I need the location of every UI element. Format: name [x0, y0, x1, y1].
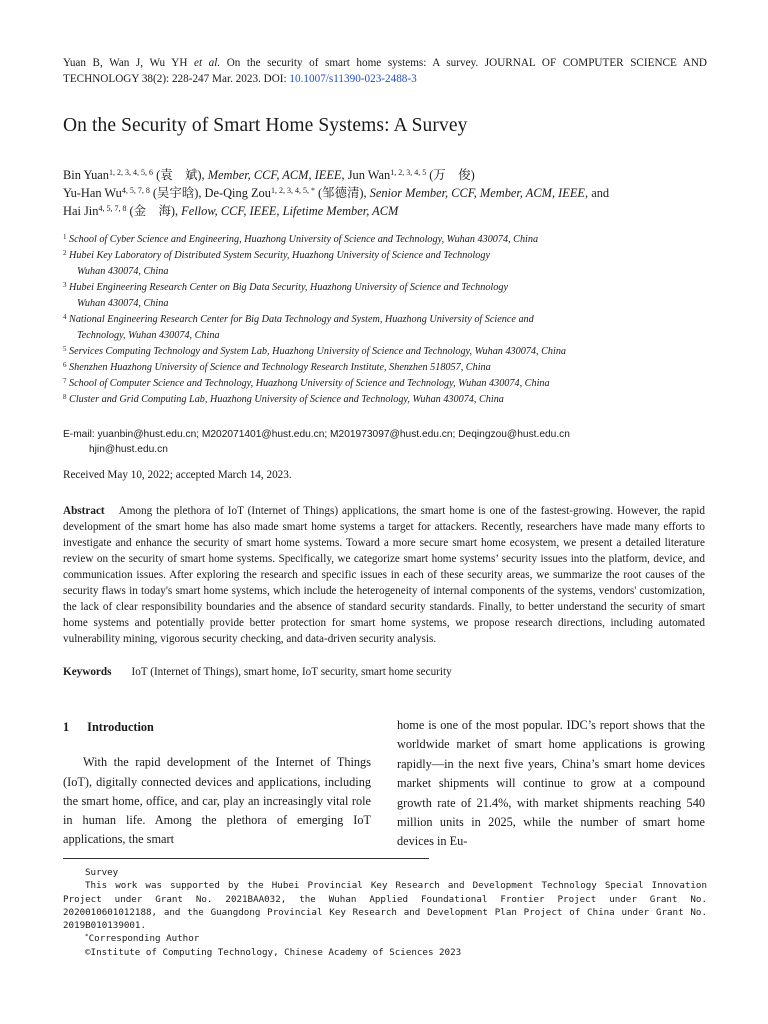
abstract-label: Abstract	[63, 505, 105, 517]
affiliation-number: 6	[63, 361, 67, 369]
abstract	[63, 503, 705, 647]
affiliation-number: 8	[63, 393, 67, 401]
affiliation-line: National Engineering Research Center for Big Data Technology and System, Huazhong University of Science and	[69, 314, 534, 325]
author-name: De-Qing Zou	[204, 186, 271, 200]
author-chinese-name: (吴宇晗),	[149, 186, 205, 200]
author-separator: ,	[341, 168, 348, 182]
keywords-text: IoT (Internet of Things), smart home, IoT security, smart home security	[131, 666, 452, 678]
citation-etal: et al.	[194, 57, 221, 69]
body-column-right	[397, 716, 705, 852]
affiliation-item	[63, 392, 713, 408]
author-name: Hai Jin	[63, 204, 99, 218]
affiliation-line-cont: Technology, Wuhan 430074, China	[77, 330, 220, 341]
keywords-label: Keywords	[63, 666, 112, 678]
affiliation-number: 1	[63, 233, 67, 241]
author-chinese-name: (袁 斌),	[153, 168, 208, 182]
author-chinese-name: (万 俊)	[426, 168, 475, 182]
affiliation-line: Hubei Engineering Research Center on Big Data Security, Huazhong University of Science and Technology	[69, 282, 508, 293]
affiliation-line-cont: Wuhan 430074, China	[77, 266, 169, 277]
affiliation-number: 2	[63, 249, 67, 257]
affiliation-line: School of Cyber Science and Engineering, Huazhong University of Science and Technology, Wuhan 430074, China	[69, 234, 539, 245]
affiliation-line: Hubei Key Laboratory of Distributed System Security, Huazhong University of Science and Technology	[69, 250, 490, 261]
citation-text-before: Yuan B, Wan J, Wu YH	[63, 57, 194, 69]
author-affil-sup: 1, 2, 3, 4, 5, 6	[109, 168, 154, 177]
author-name: Yu-Han Wu	[63, 186, 122, 200]
citation-text-after: On the security of smart home systems: A survey. JOURNAL OF COMPUTER SCIENCE AND TECHNOLOGY 38(2): 228-247 Mar. 2023. DOI:	[63, 57, 707, 85]
affiliation-item	[63, 360, 713, 376]
email-line-cont: hjin@hust.edu.cn	[89, 444, 168, 455]
abstract-text: Among the plethora of IoT (Internet of Things) applications, the smart home is one of the fastest-growing. However, the rapid development of the smart home has also made smart home systems a target for attackers. Recently, researchers have made many efforts to investigate and enhance the security of smart home systems. Toward a more secure smart home ecosystem, we present a detailed literature review on the security of smart home systems. Specifically, we categorize smart home systems’ security issues into the platform, device, and communication issues. After exploring the research and specific issues in each of these security areas, we summarize the root causes of the security flaws in today's smart home systems, which include the heterogeneity of internal components of the systems, vendors' customization, the lack of clear responsibility boundaries and the absence of standard security standards. Finally, to better understand the security of smart home systems and potentially provide better protection for smart home systems, we propose research directions, including automated vulnerability mining, vigorous security checking, and data-driven security analysis.	[63, 505, 705, 645]
email-block	[63, 427, 570, 457]
affiliation-line: Cluster and Grid Computing Lab, Huazhong University of Science and Technology, Wuhan 430074, China	[69, 394, 504, 405]
corresponding-text: Corresponding Author	[88, 933, 200, 945]
affiliation-line: Services Computing Technology and System Lab, Huazhong University of Science and Technology, Wuhan 430074, China	[69, 346, 567, 357]
author-roles: Fellow, CCF, IEEE, Lifetime Member, ACM	[181, 204, 399, 218]
affiliation-number: 7	[63, 377, 67, 385]
affiliation-number: 5	[63, 345, 67, 353]
footnotes	[63, 866, 707, 959]
paper-type: Survey	[85, 867, 119, 878]
affiliation-item	[63, 344, 713, 360]
author-roles: Member, CCF, ACM, IEEE	[207, 168, 342, 182]
doi-link[interactable]: 10.1007/s11390-023-2488-3	[289, 73, 417, 85]
author-affil-sup: 4, 5, 7, 8	[98, 204, 127, 213]
affiliation-item	[63, 232, 713, 248]
author-name: Jun Wan	[347, 168, 391, 182]
affiliation-item	[63, 312, 713, 344]
received-date: Received May 10, 2022; accepted March 14, 2023.	[63, 469, 292, 481]
corresponding-mark: *	[85, 933, 89, 941]
author-affil-sup: 1, 2, 3, 4, 5	[390, 168, 427, 177]
author-affil-sup: 4, 5, 7, 8	[121, 186, 150, 195]
affiliation-number: 3	[63, 281, 67, 289]
section-number: 1	[63, 720, 70, 734]
affiliation-item	[63, 280, 713, 312]
email-line: E-mail: yuanbin@hust.edu.cn; M202071401@hust.edu.cn; M201973097@hust.edu.cn; Deqingzou@hust.edu.cn	[63, 429, 570, 440]
footnote-rule	[63, 858, 429, 859]
affiliation-line: School of Computer Science and Technology, Huazhong University of Science and Technology, Wuhan 430074, China	[69, 378, 550, 389]
copyright-note: ©Institute of Computing Technology, Chinese Academy of Sciences 2023	[85, 946, 462, 958]
body-paragraph: With the rapid development of the Internet of Things (IoT), digitally connected devices and applications, including the smart home, office, and car, play an increasingly vital role in human life. Among the plethora of emerging IoT applications, the smart	[63, 755, 371, 847]
author-affil-sup: 1, 2, 3, 4, 5, *	[270, 186, 315, 195]
body-column-left	[63, 718, 371, 850]
citation-line	[63, 55, 707, 87]
section-title: Introduction	[87, 720, 154, 734]
author-separator: , and	[585, 186, 610, 200]
section-heading	[63, 718, 371, 737]
author-chinese-name: (邹德清),	[314, 186, 370, 200]
affiliation-line: Shenzhen Huazhong University of Science and Technology Research Institute, Shenzhen 518057, China	[69, 362, 491, 373]
author-list	[63, 166, 723, 220]
corresponding-note	[63, 932, 707, 945]
author-chinese-name: (金 海),	[126, 204, 182, 218]
affiliation-list	[63, 232, 713, 408]
affiliation-item	[63, 376, 713, 392]
affiliation-number: 4	[63, 313, 67, 321]
body-paragraph: home is one of the most popular. IDC’s report shows that the worldwide market of smart home applications is growing rapidly—in the next five years, China’s smart home devices market shipments will continue to grow at a compound growth rate of 21.4%, with market shipments reaching 540 million units in 2025, while the number of smart home devices in Eu-	[397, 718, 705, 849]
author-name: Bin Yuan	[63, 168, 110, 182]
affiliation-item	[63, 248, 713, 280]
affiliation-line-cont: Wuhan 430074, China	[77, 298, 169, 309]
funding-note: This work was supported by the Hubei Provincial Key Research and Development Technology Special Innovation Project under Grant No. 2021BAA032, the Wuhan Applied Foundational Frontier Project under Grant No. 2020010601012188, and the Guangdong Provincial Key Research and Development Plan Project of China under Grant No. 2019B010139001.	[63, 880, 707, 932]
paper-title: On the Security of Smart Home Systems: A Survey	[63, 115, 468, 136]
keywords	[63, 666, 452, 678]
author-roles: Senior Member, CCF, Member, ACM, IEEE	[369, 186, 585, 200]
